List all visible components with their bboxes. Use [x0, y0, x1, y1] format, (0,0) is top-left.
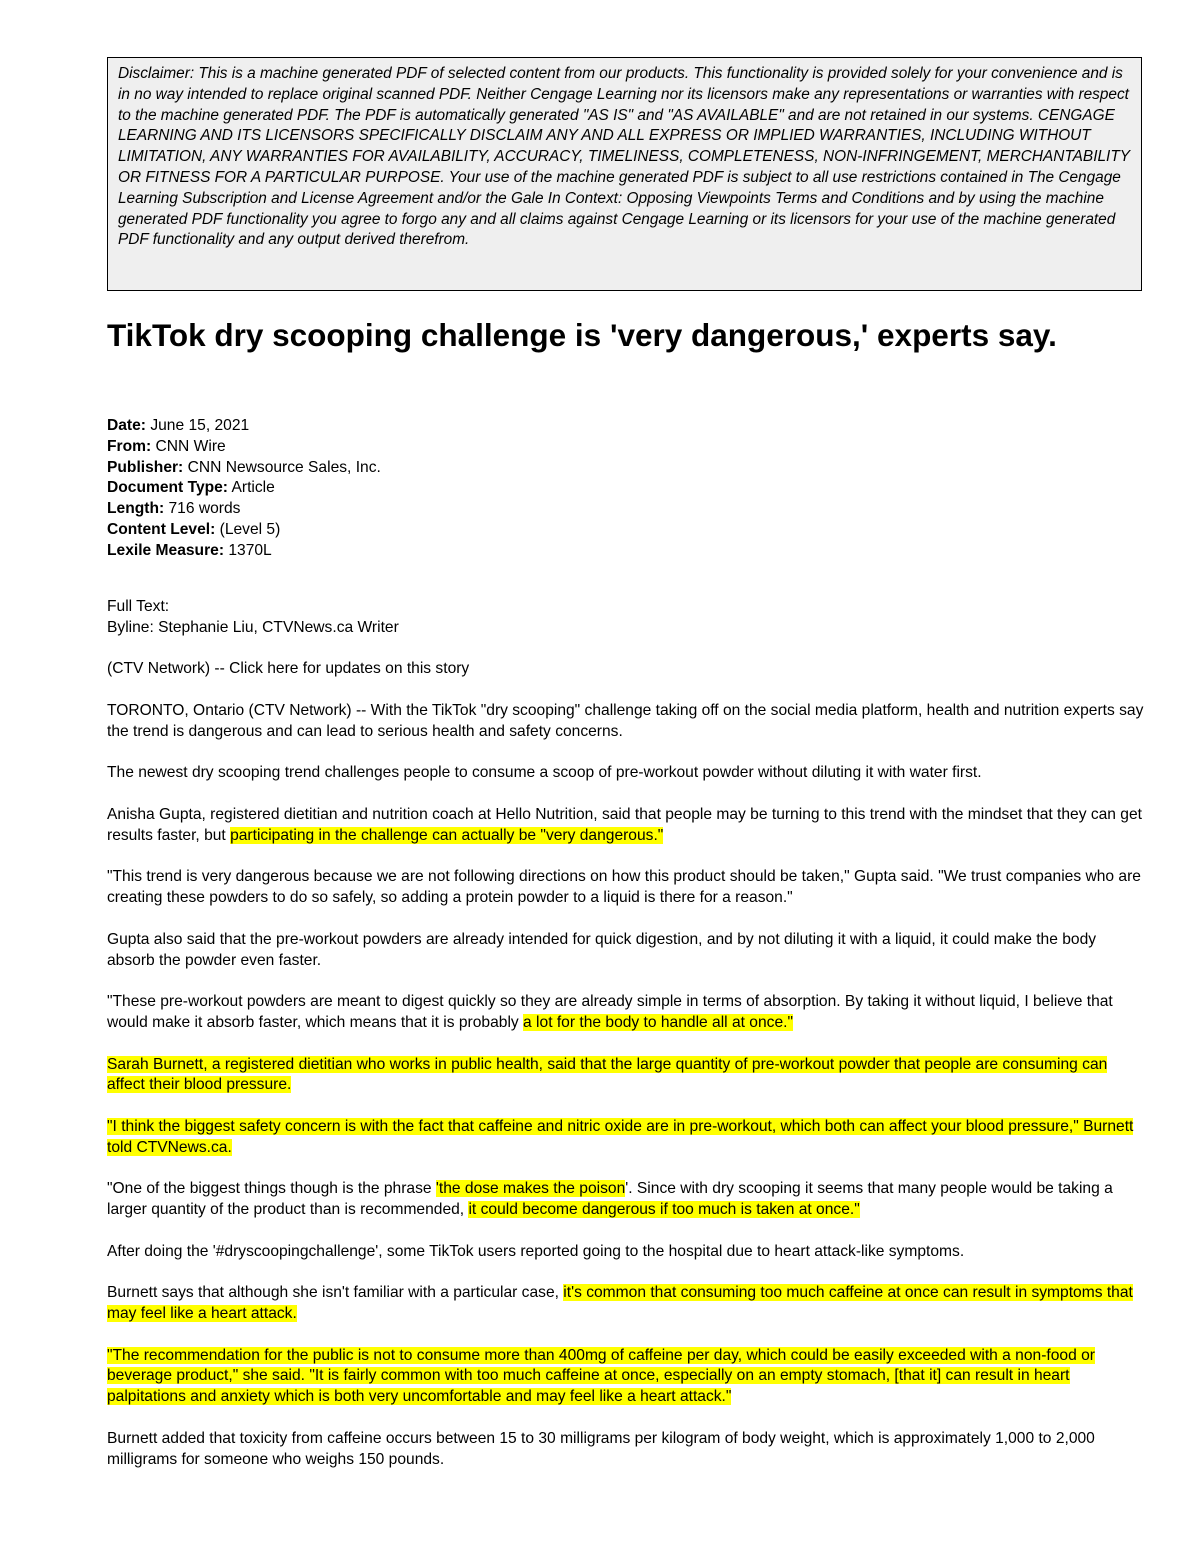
meta-date-label: Date: — [107, 417, 146, 434]
paragraph: "This trend is very dangerous because we are not following directions on how this product should be taken," Gupta said. "We trust companies who are creating these powders to do so safely, so adding a protein powder to a liquid is there for a reason." — [107, 868, 1141, 907]
article-body — [107, 597, 1147, 1491]
paragraph — [107, 1346, 1147, 1408]
meta-date — [107, 416, 381, 437]
meta-publisher-value: CNN Newsource Sales, Inc. — [183, 458, 381, 476]
meta-length-label: Length: — [107, 500, 165, 518]
full-text-block — [107, 597, 1147, 639]
highlighted-text: "The recommendation for the public is not to consume more than 400mg of caffeine per day, which could be easily exceeded with a non-food or beverage product," she said. "It is fairly common with too much caffeine at once, especially on an empty stomach, [that it] can result in heart palpitations and anxiety which is both very uncomfortable and may feel like a heart attack." — [107, 1346, 1095, 1406]
paragraph — [107, 1117, 1147, 1159]
meta-doctype — [107, 478, 381, 499]
meta-lexile — [107, 541, 381, 562]
text-run: Burnett says that although she isn't familiar with a particular case, — [107, 1284, 564, 1302]
paragraph — [107, 992, 1147, 1034]
text-run: "These pre-workout powders are meant to digest quickly so they are already simple in terms of absorption. By taking it without liquid, I believe that would make it absorb faster, which means that it is probably — [107, 993, 1113, 1031]
text-run: "One of the biggest things though is the phrase — [107, 1180, 436, 1198]
byline: Byline: Stephanie Liu, CTVNews.ca Writer — [107, 618, 399, 636]
meta-content-level-value: (Level 5) — [215, 520, 281, 538]
paragraph — [107, 805, 1147, 847]
paragraph: (CTV Network) -- Click here for updates on this story — [107, 660, 470, 678]
meta-length-value: 716 words — [164, 500, 241, 518]
disclaimer-box: Disclaimer: This is a machine generated PDF of selected content from our products. This functionality is provided solely for your convenience and is in no way intended to replace original scanned PDF. Neither Cengage Learning nor its licensors make any representations or warranties with respect to the machine generated PDF. The PDF is automatically generated "AS IS" and "AS AVAILABLE" and are not retained in our systems. CENGAGE LEARNING AND ITS LICENSORS SPECIFICALLY DISCLAIM ANY AND ALL EXPRESS OR IMPLIED WARRANTIES, INCLUDING WITHOUT LIMITATION, ANY WARRANTIES FOR AVAILABILITY, ACCURACY, TIMELINESS, COMPLETENESS, NON-INFRINGEMENT, MERCHANTABILITY OR FITNESS FOR A PARTICULAR PURPOSE. Your use of the machine generated PDF is subject to all use restrictions contained in The Cengage Learning Subscription and License Agreement and/or the Gale In Context: Opposing Viewpoints Terms and Conditions and by using the machine generated PDF functionality you agree to forgo any and all claims against Cengage Learning or its licensors for your use of the machine generated PDF functionality and any output derived therefrom. — [107, 57, 1142, 291]
meta-from-label: From: — [107, 437, 152, 455]
meta-publisher-label: Publisher: — [107, 458, 184, 476]
highlighted-text: it could become dangerous if too much is taken at once." — [468, 1201, 860, 1219]
paragraph: The newest dry scooping trend challenges people to consume a scoop of pre-workout powder without diluting it with water first. — [107, 764, 982, 782]
meta-content-level — [107, 520, 381, 541]
highlighted-text: Sarah Burnett, a registered dietitian who works in public health, said that the large quantity of pre-workout powder that people are consuming can affect their blood pressure. — [107, 1055, 1108, 1094]
highlighted-text: a lot for the body to handle all at once." — [523, 1013, 793, 1031]
paragraph — [107, 1179, 1147, 1221]
text-run: Anisha Gupta, registered dietitian and nutrition coach at Hello Nutrition, said that people may be turning to this trend with the mindset that they can get results faster, but — [107, 805, 1142, 844]
paragraph: Gupta also said that the pre-workout powders are already intended for quick digestion, and by not diluting it with a liquid, it could make the body absorb the powder even faster. — [107, 930, 1097, 969]
paragraph: After doing the '#dryscoopingchallenge', some TikTok users reported going to the hospital due to heart attack-like symptoms. — [107, 1242, 965, 1260]
meta-from — [107, 437, 381, 458]
paragraph: Burnett added that toxicity from caffeine occurs between 15 to 30 milligrams per kilogram of body weight, which is approximately 1,000 to 2,000 milligrams for someone who weighs 150 pounds. — [107, 1429, 1095, 1468]
meta-from-value: CNN Wire — [151, 437, 226, 455]
meta-content-level-label: Content Level: — [107, 520, 216, 538]
meta-length — [107, 499, 381, 520]
highlighted-text: "I think the biggest safety concern is with the fact that caffeine and nitric oxide are in pre-workout, which both can affect your blood pressure," Burnett told CTVNews.ca. — [107, 1117, 1134, 1156]
full-text-label: Full Text: — [107, 598, 170, 615]
meta-doctype-label: Document Type: — [107, 479, 229, 497]
meta-lexile-label: Lexile Measure: — [107, 541, 225, 559]
paragraph: TORONTO, Ontario (CTV Network) -- With the TikTok "dry scooping" challenge taking off on the social media platform, health and nutrition experts say the trend is dangerous and can lead to serious health and safety concerns. — [107, 701, 1144, 740]
highlighted-text: 'the dose makes the poison — [435, 1180, 626, 1198]
meta-lexile-value: 1370L — [224, 541, 272, 559]
article-title: TikTok dry scooping challenge is 'very dangerous,' experts say. — [107, 317, 1057, 353]
paragraph — [107, 1283, 1147, 1325]
paragraph — [107, 1055, 1147, 1097]
highlighted-text: participating in the challenge can actually be "very dangerous." — [230, 826, 664, 844]
meta-publisher — [107, 458, 381, 479]
text-run: '. Since with dry scooping it seems that many people would be taking a larger quantity of the product than is recommended, — [107, 1180, 1113, 1219]
article-metadata — [107, 416, 381, 562]
meta-date-value: June 15, 2021 — [146, 417, 250, 434]
meta-doctype-value: Article — [228, 479, 275, 497]
highlighted-text: it's common that consuming too much caffeine at once can result in symptoms that may feel like a heart attack. — [107, 1284, 1133, 1323]
